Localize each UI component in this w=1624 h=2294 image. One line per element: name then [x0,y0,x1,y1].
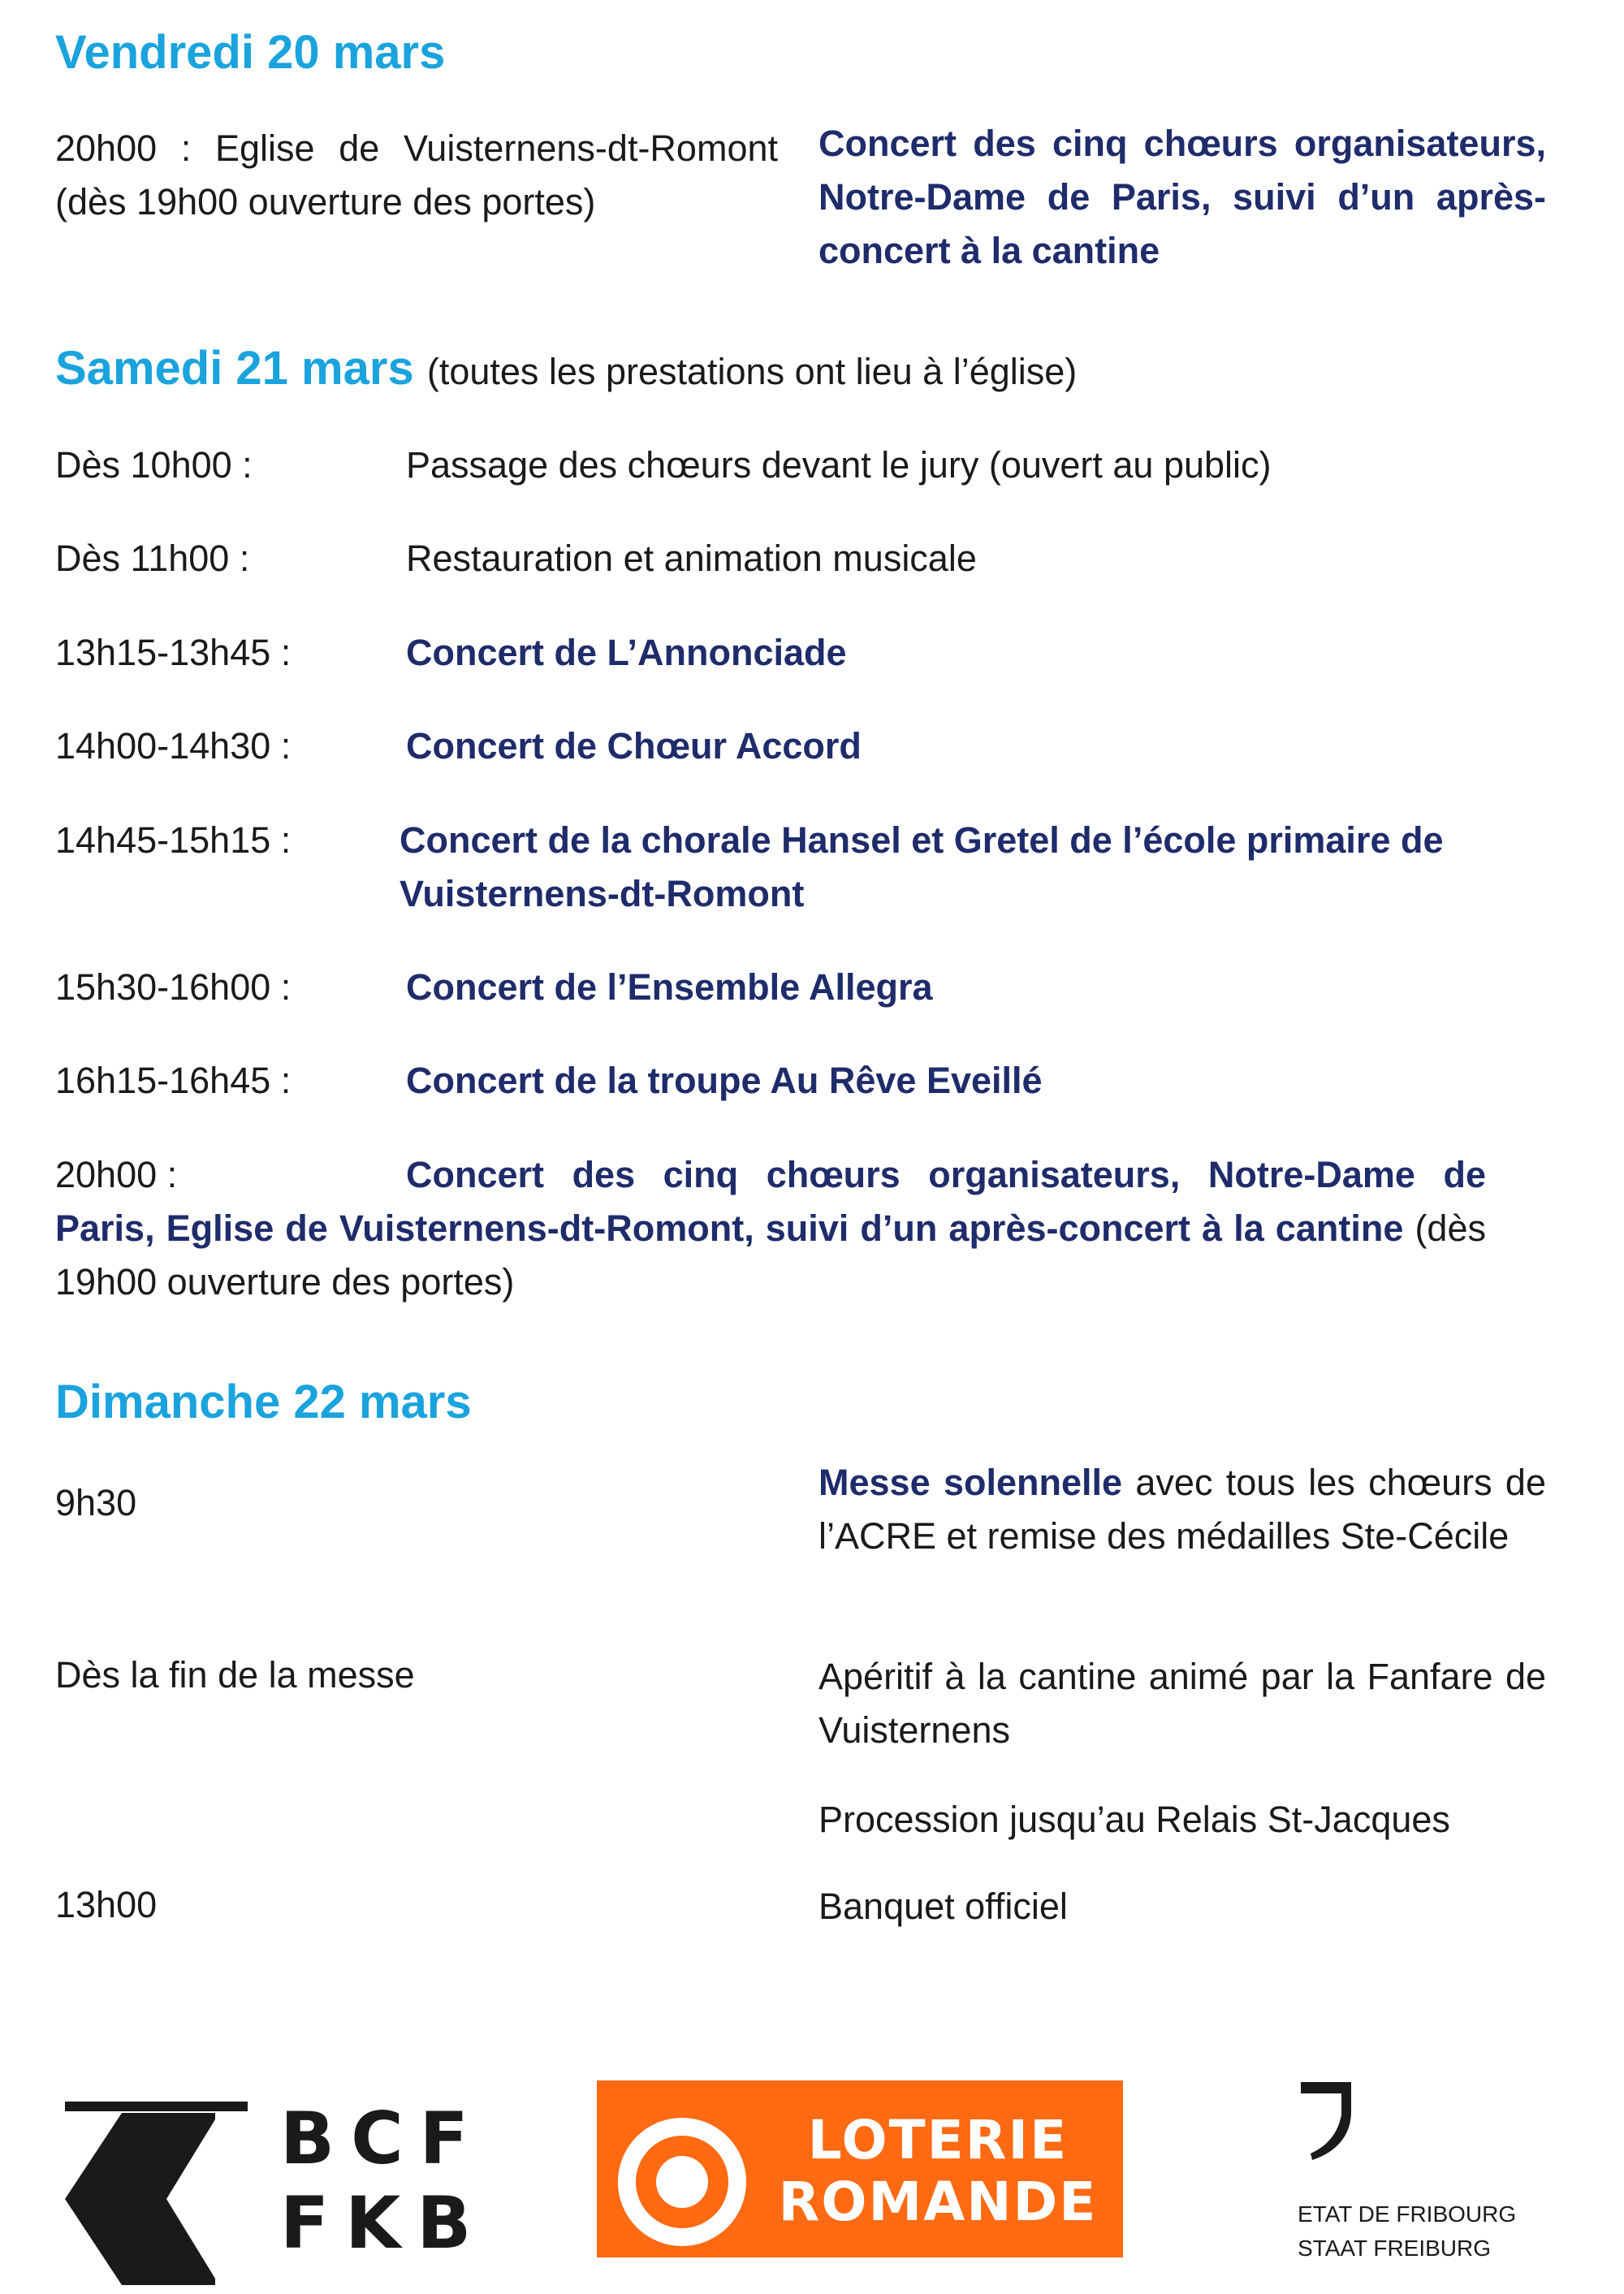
friday-heading: Vendredi 20 mars [55,26,446,79]
saturday-time-3: 13h15-13h45 : [55,632,292,673]
saturday-time-7: 16h15-16h45 : [55,1060,292,1101]
sunday-heading: Dimanche 22 mars [55,1376,472,1428]
sunday-event-4: Banquet officiel [818,1886,1068,1927]
loterie-line-2: ROMANDE [778,2171,1098,2233]
etat-line-1: ETAT DE FRIBOURG [1298,2201,1517,2227]
bcf-line-2: FKB [280,2181,488,2265]
bcf-logo-icon [65,2102,252,2290]
saturday-heading [55,342,1078,395]
saturday-event-2: Restauration et animation musicale [406,538,977,579]
sunday-event-1 [818,1456,1546,1563]
saturday-time-4: 14h00-14h30 : [55,725,292,767]
sunday-time-1: 9h30 [55,1482,137,1523]
loterie-text [759,2110,1116,2233]
sunday-event-2: Apéritif à la cantine animé par la Fanfare de Vuisternens [818,1656,1546,1751]
saturday-event-3: Concert de L’Annonciade [406,632,847,673]
saturday-time-2: Dès 11h00 : [55,538,250,579]
etat-line-2: STAAT FREIBURG [1298,2236,1492,2261]
saturday-event-4: Concert de Chœur Accord [406,725,862,767]
saturday-evening-note: (dès 19h00 ouverture des portes) [55,1207,1486,1303]
sunday-event-1-text: avec tous les chœurs de l’ACRE et remise des médailles Ste-Cécile [818,1462,1546,1557]
saturday-evening-time: 20h00 : [55,1154,178,1195]
loterie-line-1: LOTERIE [807,2109,1069,2171]
saturday-time-1: Dès 10h00 : [55,444,253,486]
bcf-logo-text [280,2097,488,2266]
sunday-time-2: Dès la fin de la messe [55,1654,415,1696]
saturday-event-5: Concert de la chorale Hansel et Gretel de l’école primaire de Vuisternens-dt-Romont [400,819,1444,914]
sunday-event-1-bold: Messe solennelle [818,1462,1123,1503]
saturday-evening-block [55,1148,1486,1309]
sunday-time-4: 13h00 [55,1884,158,1925]
saturday-evening-event: Concert des cinq chœurs organisateurs, Notre-Dame de Paris, Eglise de Vuisternens-dt-Romont, suivi d’un après-concert à la cantine [55,1154,1486,1249]
friday-time-place: 20h00 : Eglise de Vuisternens-dt-Romont (dès 19h00 ouverture des portes) [55,127,778,222]
saturday-heading-text: Samedi 21 mars [55,342,414,395]
bcf-line-1: BCF [280,2097,485,2180]
loterie-ring-icon [613,2113,751,2251]
saturday-event-7: Concert de la troupe Au Rêve Eveillé [406,1060,1043,1101]
friday-event: Concert des cinq chœurs organisateurs, Notre-Dame de Paris, suivi d’un après-concert à la cantine [818,123,1546,271]
saturday-event-1: Passage des chœurs devant le jury (ouvert au public) [406,444,1272,486]
sunday-event-3: Procession jusqu’au Relais St-Jacques [818,1799,1450,1840]
saturday-note: (toutes les prestations ont lieu à l’église) [426,351,1078,392]
loterie-romande-logo [597,2080,1123,2257]
saturday-event-6: Concert de l’Ensemble Allegra [406,966,933,1008]
saturday-time-6: 15h30-16h00 : [55,966,292,1008]
etat-text [1298,2197,1557,2266]
etat-comma-icon [1298,2079,1354,2160]
saturday-time-5: 14h45-15h15 : [55,819,292,861]
etat-fribourg-logo [1298,2079,1557,2266]
